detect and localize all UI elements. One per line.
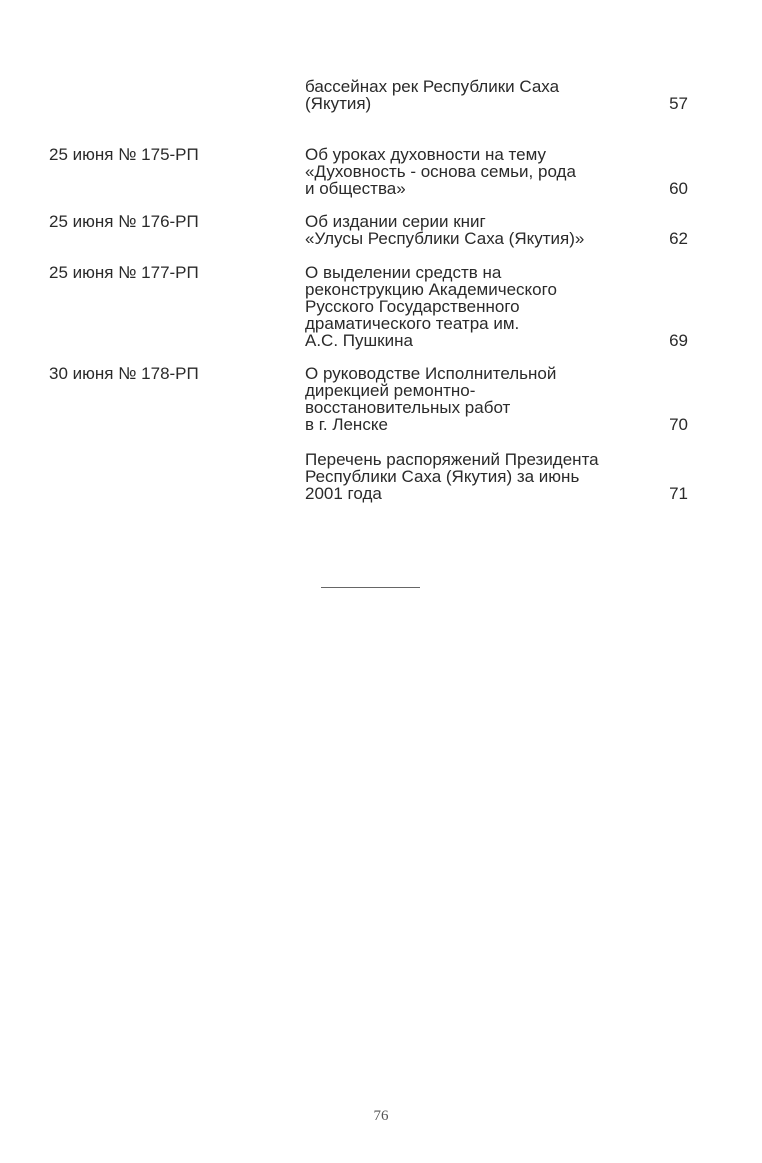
entry-title: [305, 365, 665, 433]
entry-title-line: бассейнах рек Республики Саха: [305, 77, 560, 96]
page-number: 76: [373, 1108, 389, 1124]
entry-page-number: 71: [669, 484, 688, 503]
entry-title-line: Республики Саха (Якутия) за июнь: [305, 467, 580, 486]
entry-title: [305, 213, 665, 247]
entry-page-number: 69: [669, 331, 688, 350]
entry-date: 25 июня № 177-РП: [49, 263, 199, 282]
entry-title-line: и общества»: [305, 179, 406, 198]
entry-title-line: 2001 года: [305, 484, 382, 503]
entry-date: 25 июня № 175-РП: [49, 145, 199, 164]
entry-page-number: 60: [669, 179, 688, 198]
entry-title: [305, 264, 665, 349]
entry-title-line: О выделении средств на: [305, 263, 502, 282]
entry-title-line: Перечень распоряжений Президента: [305, 450, 599, 469]
entry-title-line: А.С. Пушкина: [305, 331, 413, 350]
entry-date: 25 июня № 176-РП: [49, 212, 199, 231]
entry-title-line: «Улусы Республики Саха (Якутия)»: [305, 229, 585, 248]
entry-title-line: Об уроках духовности на тему: [305, 145, 546, 164]
entry-title-line: драматического театра им.: [305, 314, 520, 333]
entry-page-number: 57: [669, 94, 688, 113]
entry-title-line: О руководстве Исполнительной: [305, 364, 557, 383]
entry-title-line: (Якутия): [305, 94, 372, 113]
entry-title-line: Русского Государственного: [305, 297, 520, 316]
entry-page-number: 70: [669, 415, 688, 434]
entry-page-number: 62: [669, 229, 688, 248]
entry-title: [305, 146, 665, 197]
entry-title: [305, 78, 665, 112]
entry-title-line: в г. Ленске: [305, 415, 388, 434]
entry-title-line: реконструкцию Академического: [305, 280, 557, 299]
end-divider: [321, 587, 420, 588]
entry-date: 30 июня № 178-РП: [49, 364, 199, 383]
entry-title-line: восстановительных работ: [305, 398, 511, 417]
entry-title-line: дирекцией ремонтно-: [305, 381, 476, 400]
entry-title: [305, 451, 665, 502]
entry-title-line: Об издании серии книг: [305, 212, 486, 231]
entry-title-line: «Духовность - основа семьи, рода: [305, 162, 576, 181]
